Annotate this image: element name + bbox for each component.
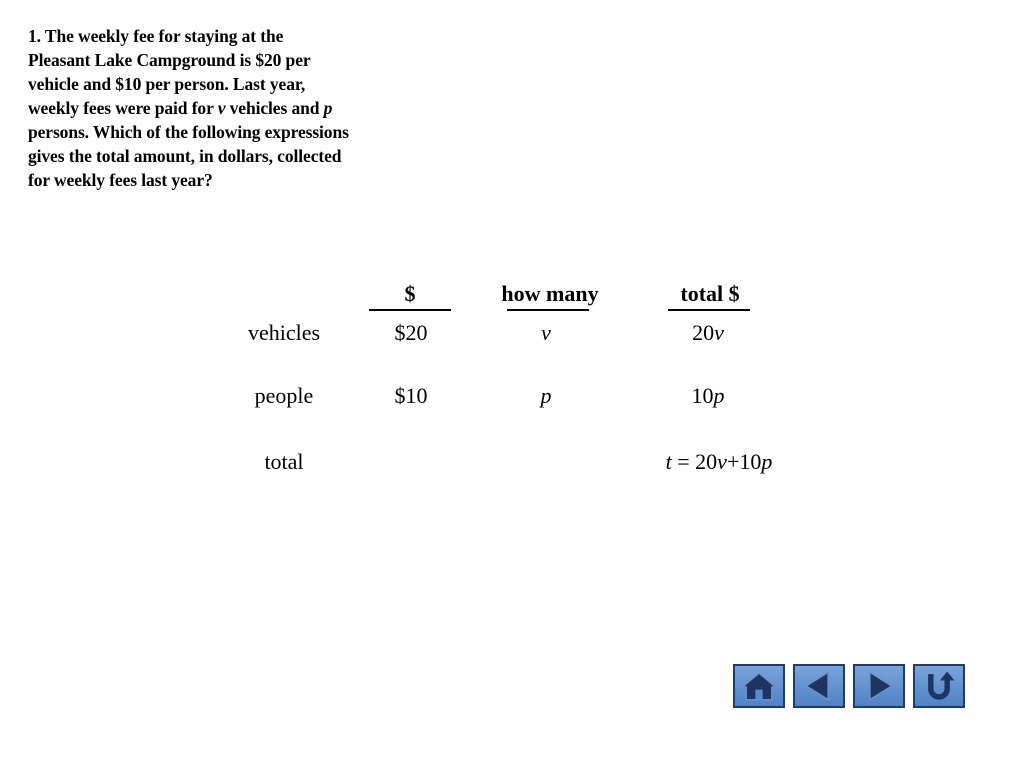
people-price: $10 <box>394 383 428 408</box>
header-total-underline <box>668 309 750 311</box>
row-label-vehicles: vehicles <box>247 320 321 345</box>
row-label-total: total <box>264 449 304 474</box>
forward-arrow-icon <box>855 666 903 706</box>
question-line: vehicle and $10 per person. Last year, <box>28 74 306 94</box>
vehicles-count: v <box>541 320 551 345</box>
home-button[interactable] <box>733 664 785 708</box>
back-button[interactable] <box>793 664 845 708</box>
header-price-underline <box>369 309 451 311</box>
vehicles-price: $20 <box>394 320 428 345</box>
question-line: Pleasant Lake Campground is $20 per <box>28 50 311 70</box>
question-line: for weekly fees last year? <box>28 170 213 190</box>
back-arrow-icon <box>795 666 843 706</box>
question-line: gives the total amount, in dollars, collected <box>28 146 342 166</box>
return-button[interactable] <box>913 664 965 708</box>
people-count: p <box>540 383 552 408</box>
row-label-people: people <box>254 383 314 408</box>
question-line: 1. The weekly fee for staying at the <box>28 26 284 46</box>
return-icon <box>915 666 963 706</box>
question-text <box>28 24 408 192</box>
header-total: total $ <box>680 281 740 306</box>
header-how-many: how many <box>501 281 599 306</box>
forward-button[interactable] <box>853 664 905 708</box>
people-total: 10p <box>691 383 725 408</box>
header-price: $ <box>404 281 416 306</box>
vehicles-total: 20v <box>692 320 724 345</box>
total-equation: t = 20v+10p <box>665 449 773 474</box>
home-icon <box>735 666 783 706</box>
question-line: persons. Which of the following expressions <box>28 122 349 142</box>
question-line: weekly fees were paid for v vehicles and p <box>28 98 333 118</box>
header-how-many-underline <box>507 309 589 311</box>
